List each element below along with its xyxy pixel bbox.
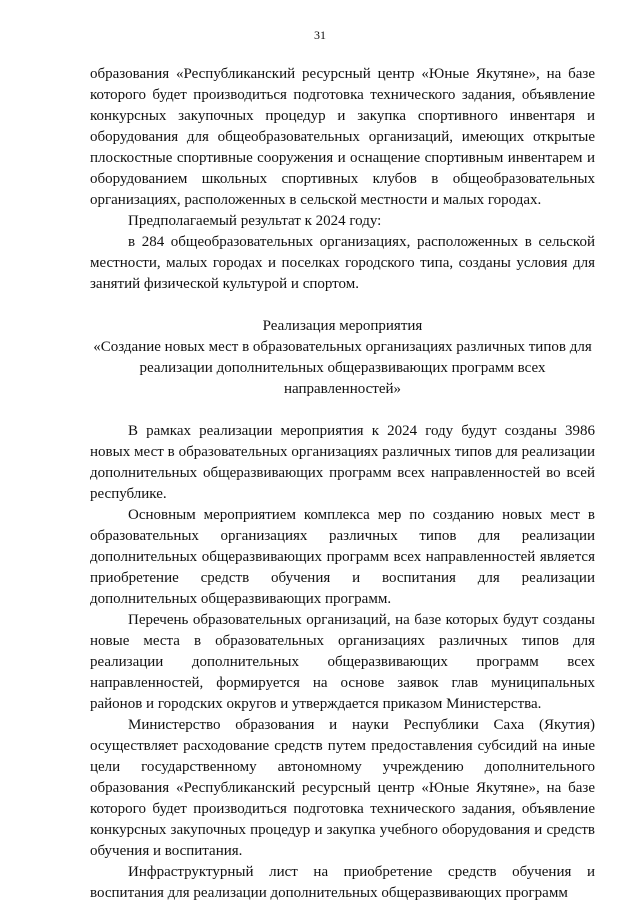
section-heading-line-2: «Создание новых мест в образовательных организациях различных типов для реализации дополнительных общеразвивающих программ всех направленностей»: [93, 339, 592, 397]
page-number: 31: [314, 28, 326, 42]
paragraph: Министерство образования и науки Республики Саха (Якутия) осуществляет расходование средств путем предоставления субсидий на иные цели государственному автономному учреждению дополнительного образования «Республиканский ресурсный центр «Юные Якутяне», на базе которого будет производиться подготовка технического задания, объявление конкурсных закупочных процедур и закупка учебного оборудования и средств обучения и воспитания.: [90, 717, 595, 859]
section-heading-line-1: Реализация мероприятия: [262, 318, 423, 334]
paragraph: Основным мероприятием комплекса мер по созданию новых мест в образовательных организациях различных типов для реализации дополнительных общеразвивающих программ всех направленностей является приобретение средств обучения и воспитания для реализации дополнительных общеразвивающих программ.: [90, 507, 595, 607]
paragraph: Перечень образовательных организаций, на базе которых будут созданы новые места в образовательных организациях различных типов для реализации дополнительных общеразвивающих программ всех направленностей, формируется на основе заявок глав муниципальных районов и городских округов и утверждается приказом Министерства.: [90, 612, 595, 712]
paragraph: Инфраструктурный лист на приобретение средств обучения и воспитания для реализации дополнительных общеразвивающих программ: [90, 864, 595, 901]
paragraph-expected-result-label: Предполагаемый результат к 2024 году:: [128, 213, 382, 229]
paragraph-expected-result: в 284 общеобразовательных организациях, расположенных в сельской местности, малых городах и поселках городского типа, созданы условия для занятий физической культурой и спортом.: [90, 234, 595, 292]
section-heading: [90, 316, 595, 400]
paragraph: В рамках реализации мероприятия к 2024 году будут созданы 3986 новых мест в образовательных организациях различных типов для реализации дополнительных общеразвивающих программ всех направленностей во всей республике.: [90, 423, 595, 502]
page-content: [90, 64, 595, 904]
paragraph-continuation: образования «Республиканский ресурсный центр «Юные Якутяне», на базе которого будет производиться подготовка технического задания, объявление конкурсных закупочных процедур и закупка спортивного инвентаря и оборудования для общеобразовательных организаций, имеющих открытые плоскостные спортивные сооружения и оснащение спортивным инвентарем и оборудованием школьных спортивных клубов в общеобразовательных организациях, расположенных в сельской местности и малых городах.: [90, 66, 595, 208]
